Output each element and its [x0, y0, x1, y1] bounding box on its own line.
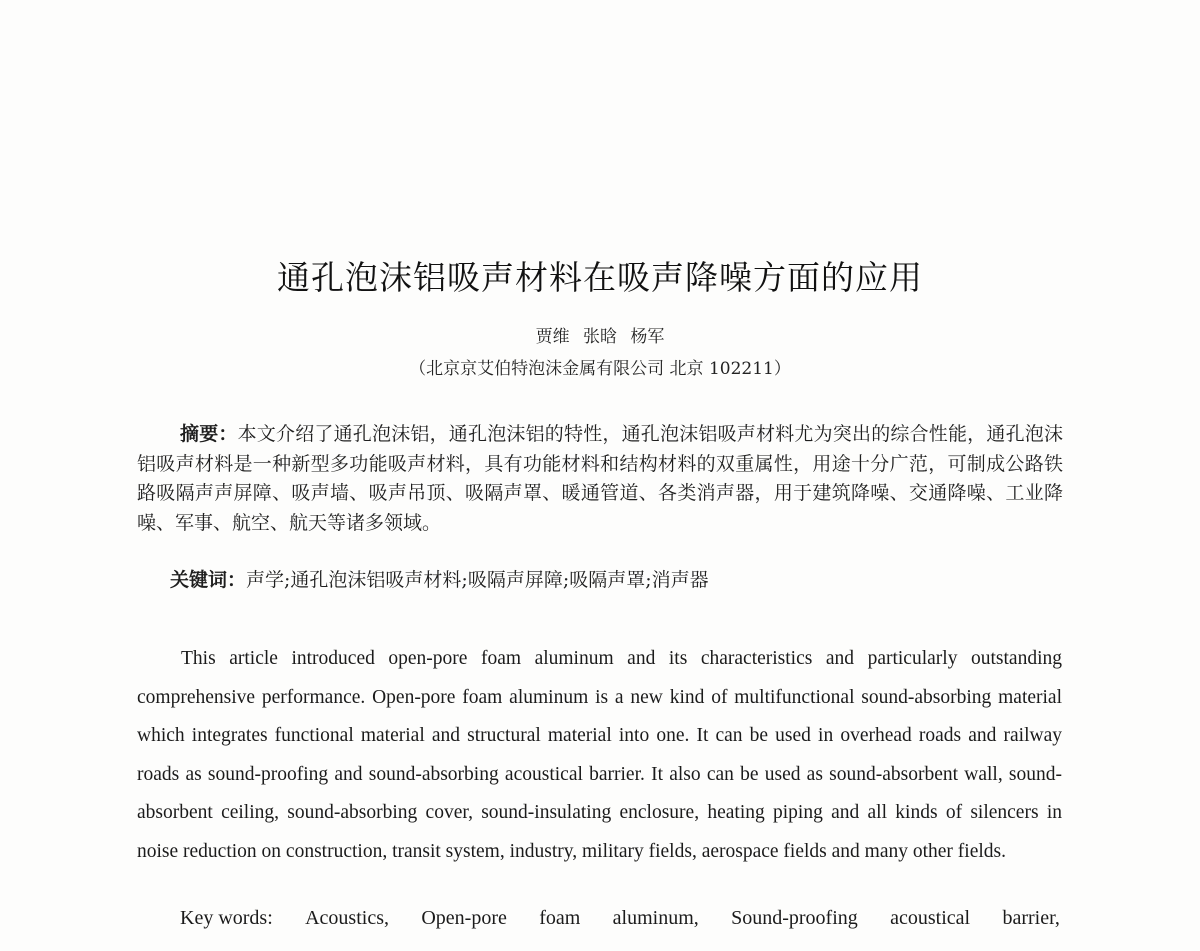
paper-title: 通孔泡沫铝吸声材料在吸声降噪方面的应用: [277, 258, 923, 297]
keywords-chinese: [170, 565, 1070, 592]
author-name: 张晗: [583, 327, 617, 347]
keyword-term: Open-pore: [421, 907, 507, 929]
keywords-label: Key words:: [180, 907, 273, 929]
author-name: 杨军: [630, 327, 665, 347]
abstract-label: 摘要：: [180, 423, 238, 445]
keyword-term: Sound-proofing: [731, 907, 858, 929]
abstract-text: 本文介绍了通孔泡沫铝，通孔泡沫铝的特性，通孔泡沫铝吸声材料尤为突出的综合性能，通孔泡沫铝吸声材料是一种新型多功能吸声材料，具有功能材料和结构材料的双重属性，用途十分广范，可制成公路铁路吸隔声声屏障、吸声墙、吸声吊顶、吸隔声罩、暖通管道、各类消声器，用于建筑降噪、交通降噪、工业降噪、军事、航空、航天等诸多领域。: [137, 423, 1063, 534]
abstract-english: This article introduced open-pore foam aluminum and its characteristics and particularly outstanding comprehensive performance. Open-pore foam aluminum is a new kind of multifunctional sound-absorbing material which integrates functional material and structural material into one. It can be used in overhead roads and railway roads as sound-proofing and sound-absorbing acoustical barrier. It also can be used as sound-absorbent wall, sound-absorbent ceiling, sound-absorbing cover, sound-insulating enclosure, heating piping and all kinds of silencers in noise reduction on construction, transit system, industry, military fields, aerospace fields and many other fields.: [137, 648, 1062, 862]
keyword-term: aluminum,: [612, 907, 699, 929]
keywords-label: 关键词：: [170, 569, 247, 591]
keyword-term: Acoustics,: [305, 907, 389, 929]
keyword-term: foam: [539, 907, 581, 929]
keyword-term: barrier,: [1002, 907, 1060, 929]
keywords-text: 声学;通孔泡沫铝吸声材料;吸隔声屏障;吸隔声罩;消声器: [246, 569, 709, 591]
keyword-term: acoustical: [890, 907, 971, 929]
author-name: 贾维: [535, 327, 570, 347]
author-list: [0, 322, 1200, 347]
affiliation: （北京京艾伯特泡沫金属有限公司 北京 102211）: [409, 359, 791, 379]
keywords-english: [180, 907, 1060, 930]
abstract-chinese: [137, 420, 1063, 538]
